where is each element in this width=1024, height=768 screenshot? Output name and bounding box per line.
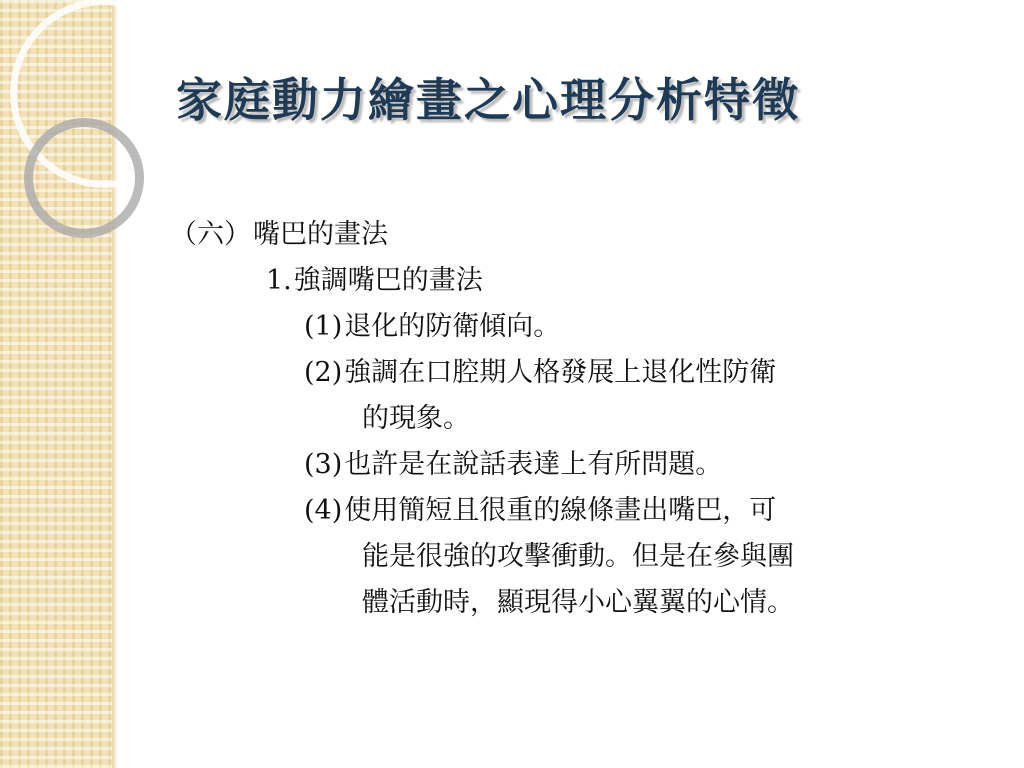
point-line-continued: 能是很強的攻擊衝動。但是在參與團 [362, 541, 794, 572]
point-1 [170, 304, 970, 350]
point-text: 退化的防衛傾向。 [344, 311, 561, 342]
point-text: 使用簡短且很重的線條畫出嘴巴，可 [344, 495, 777, 526]
subsection-marker: 1. [266, 265, 292, 296]
point-line [170, 488, 970, 534]
point-3 [170, 442, 970, 488]
point-line [170, 304, 970, 350]
section-marker: （六） [170, 219, 251, 250]
point-2 [170, 350, 970, 442]
point-line-continued: 體活動時，顯現得小心翼翼的心情。 [362, 587, 794, 618]
point-text: 強調在口腔期人格發展上退化性防衛 [344, 357, 777, 388]
section-label: 嘴巴的畫法 [253, 219, 388, 250]
point-line [170, 350, 970, 396]
slide-title: 家庭動力繪畫之心理分析特徵 [176, 73, 800, 127]
point-4 [170, 488, 970, 626]
point-marker: (2) [304, 357, 343, 388]
point-line [170, 442, 970, 488]
section-heading [170, 212, 970, 258]
point-line-continued: 的現象。 [362, 403, 470, 434]
decorative-ring-small [24, 118, 144, 238]
point-marker: (3) [304, 449, 343, 480]
point-text: 也許是在說話表達上有所問題。 [344, 449, 723, 480]
subsection-heading [170, 258, 970, 304]
subsection-label: 強調嘴巴的畫法 [293, 265, 483, 296]
slide-body [170, 212, 970, 626]
point-marker: (4) [304, 495, 343, 526]
point-marker: (1) [304, 311, 343, 342]
